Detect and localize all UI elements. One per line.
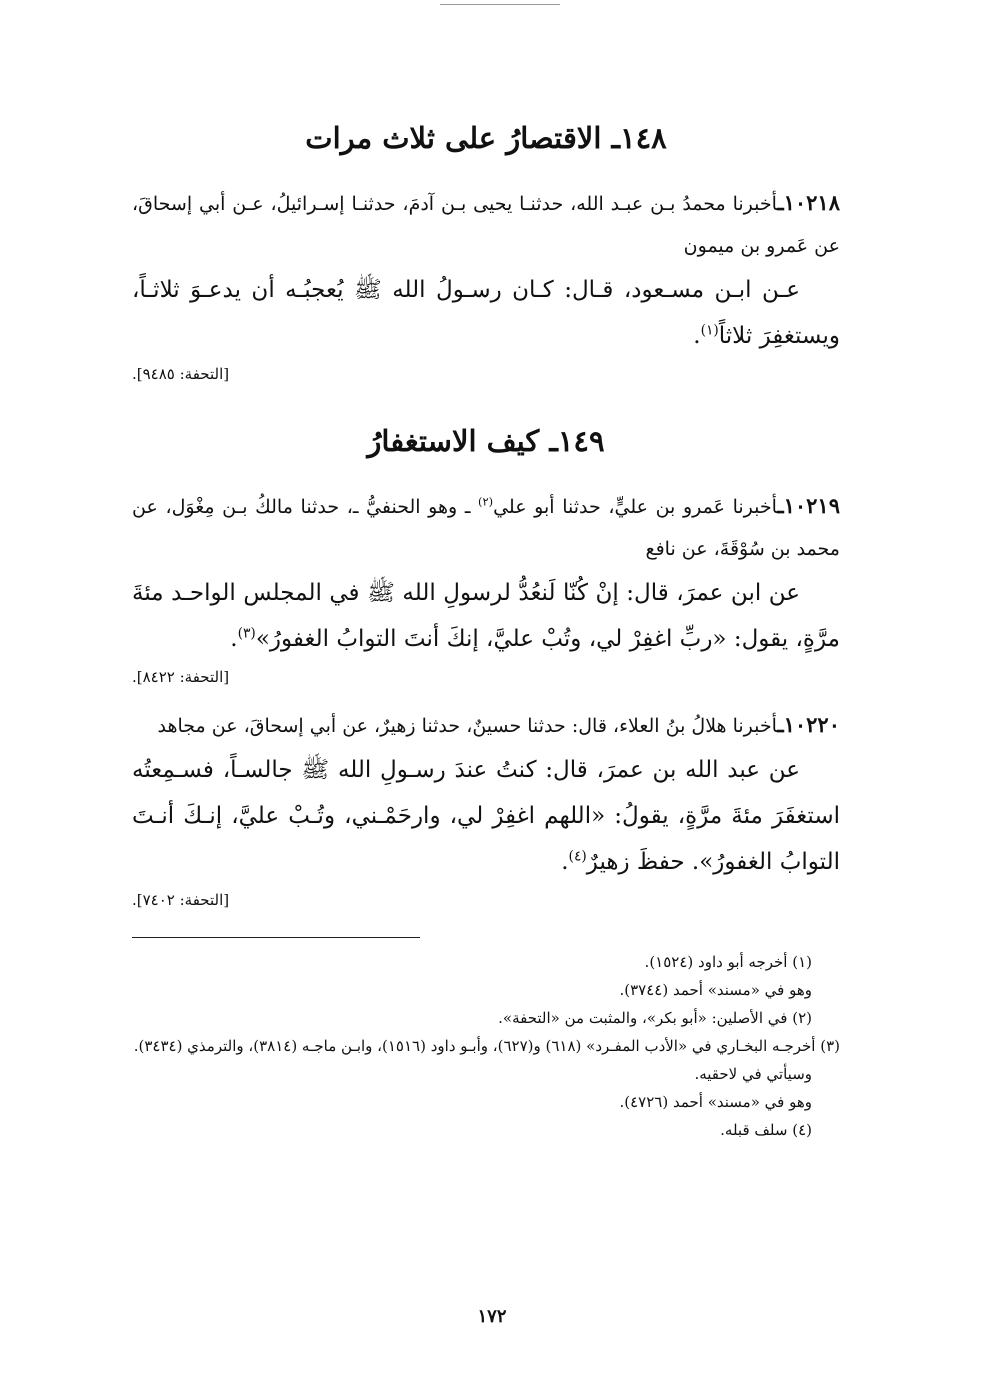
hadith-10219-isnad	[132, 485, 840, 570]
tuhfa-reference: [التحفة: ٧٤٠٢].	[132, 891, 230, 909]
hadith-10218-isnad	[132, 182, 840, 267]
footnote-3-cont-b: وهو في «مسند» أحمد (٤٧٢٦).	[619, 1093, 812, 1111]
footnote-1: (١) أخرجه أبو داود (١٥٢٤).	[644, 953, 812, 971]
footnote-2: (٢) في الأصلين: «أبو بكر»، والمثبت من «التحفة».	[498, 1009, 812, 1027]
tuhfa-reference: [التحفة: ٩٤٨٥].	[132, 365, 230, 383]
footnote-ref-1[interactable]: (١)	[700, 322, 719, 339]
matn-text: عن عبد الله بن عمرَ، قال: كنتُ عندَ رسـولِ الله ﷺ جالسـاً، فسـمِعتُه استغفَرَ مئةَ مرَّةٍ، يقولُ: «اللهم اغفِرْ لي، وارحَمْـني، وتُـبْ عليَّ، إنـكَ أنـتَ التوابُ الغفورُ». حفظَ زهيرٌ	[132, 757, 840, 875]
footnote-3: (٣) أخرجـه البخـاري في «الأدب المفـرد» (٦١٨) و(٦٢٧)، وأبـو داود (١٥١٦)، وابـن ماجـه (٣٨١٤)، والترمذي (٣٤٣٤).	[133, 1037, 840, 1055]
matn-end: .	[693, 323, 701, 349]
hadith-10220-isnad	[132, 704, 840, 747]
matn-text: عن ابن عمرَ، قال: إنْ كُنّا لَنعُدُّ لرسولِ الله ﷺ في المجلس الواحـد مئةَ مرَّةٍ، يقول: «ربِّ اغفِرْ لي، وتُبْ عليَّ، إنكَ أنتَ التوابُ الغفورُ»	[132, 580, 840, 652]
top-rule	[440, 4, 560, 5]
isnad-text-cont: ـ وهو الحنفيُّ ـ، حدثنا مالكُ بـن مِغْوَل، عن محمد بن سُوْقَةَ، عن نافع	[132, 496, 840, 560]
chapter-heading-148: ١٤٨ـ الاقتصارُ على ثلاث مرات	[305, 121, 667, 155]
isnad-text: أخبرنا محمدُ بـن عبـد الله، حدثنـا يحيى بـن آدمَ، حدثنـا إسـرائيلُ، عـن أبي إسحاقَ، عن عَمرو بن ميمون	[132, 193, 840, 257]
isnad-text: أخبرنا هلالُ بنُ العلاء، قال: حدثنا حسينٌ، حدثنا زهيرٌ، عن أبي إسحاقَ، عن مجاهد	[157, 715, 778, 737]
matn-end: .	[561, 849, 569, 875]
hadith-number: ١٠٢١٩ـ	[777, 493, 840, 518]
footnote-1-cont: وهو في «مسند» أحمد (٣٧٤٤).	[619, 981, 812, 999]
footnote-3-cont-a: وسيأتي في لاحقيه.	[694, 1065, 812, 1083]
footnote-separator	[132, 937, 420, 938]
isnad-text: أخبرنا عَمرو بن عليٍّ، حدثنا أبو علي	[493, 496, 778, 518]
hadith-10219-matn	[132, 570, 840, 662]
tuhfa-reference: [التحفة: ٨٤٢٢].	[132, 668, 230, 686]
hadith-number: ١٠٢٢٠ـ	[777, 712, 840, 737]
matn-end: .	[230, 626, 238, 652]
footnote-ref-3[interactable]: (٣)	[237, 625, 256, 642]
page-content	[132, 112, 840, 1144]
footnote-ref-2[interactable]: (٢)	[478, 494, 494, 509]
hadith-number: ١٠٢١٨ـ	[777, 190, 840, 215]
page-number: ١٧٢	[477, 1306, 507, 1327]
footnote-4: (٤) سلف قبله.	[720, 1121, 812, 1139]
matn-text: عـن ابـن مسـعود، قـال: كـان رسـولُ الله ﷺ يُعجبُـه أن يدعـوَ ثلاثـاً، ويستغفِرَ ثلاثاً	[132, 277, 840, 349]
hadith-10220-matn	[132, 747, 840, 885]
chapter-heading-149: ١٤٩ـ كيف الاستغفارُ	[367, 424, 605, 458]
footnote-ref-4[interactable]: (٤)	[568, 848, 587, 865]
footnotes	[132, 948, 840, 1144]
hadith-10218-matn	[132, 267, 840, 359]
